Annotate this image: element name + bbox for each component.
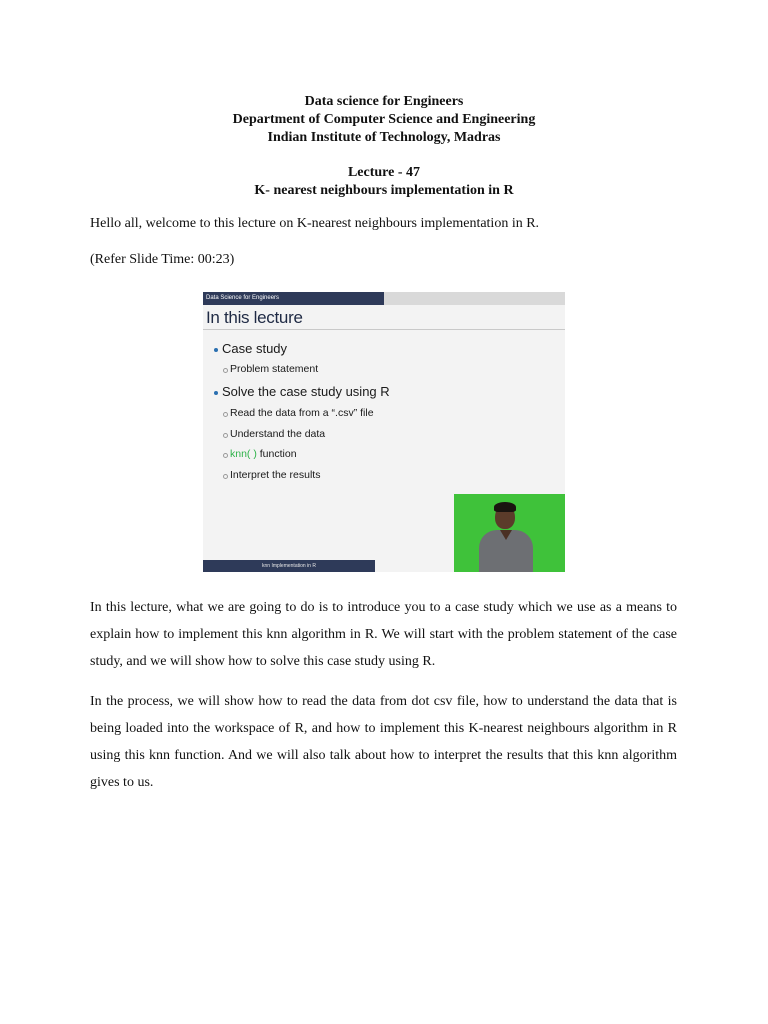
slide-item-problem-statement: Problem statement: [230, 363, 319, 375]
function-word: function: [259, 448, 297, 460]
slide-item-interpret-results: Interpret the results: [230, 469, 321, 481]
knn-code: knn( ): [230, 448, 257, 460]
department-name: Department of Computer Science and Engineering: [232, 112, 536, 127]
body-paragraph: In the process, we will show how to read the data from dot csv file, how to understand the data that is being loaded into the workspace of R, and how to implement this K-nearest neighbours algorithm in R using this knn function. And we will also talk about how to interpret the results that this knn algorithm gives to us.: [90, 694, 677, 790]
slide-item-solve-case-study: Solve the case study using R: [222, 384, 390, 399]
intro-paragraph: Hello all, welcome to this lecture on K-nearest neighbours implementation in R.: [90, 216, 540, 231]
bullet-ring-icon: [223, 453, 228, 458]
bullet-ring-icon: [223, 474, 228, 479]
lecture-title: K- nearest neighbours implementation in R: [254, 183, 514, 198]
slide-item-understand-data: Understand the data: [230, 428, 326, 440]
slide-footer: knn Implementation in R: [203, 560, 375, 572]
bullet-dot-icon: [214, 391, 218, 395]
body-paragraph: In this lecture, what we are going to do is to introduce you to a case study which we use as a means to explain how to implement this knn algorithm in R. We will start with the problem statement of the case study, and we will show how to solve this case study using R.: [90, 600, 677, 669]
bullet-ring-icon: [223, 368, 228, 373]
slide-item-knn-function: [230, 448, 297, 460]
slide-title: In this lecture: [206, 308, 303, 327]
document-header: [0, 93, 768, 147]
institute-name: Indian Institute of Technology, Madras: [267, 130, 501, 145]
presenter-hair: [494, 502, 516, 512]
course-title: Data science for Engineers: [304, 94, 464, 109]
slide-divider: [203, 329, 565, 330]
lecture-number: Lecture - 47: [347, 165, 421, 180]
slide-image: [203, 292, 565, 572]
bullet-ring-icon: [223, 412, 228, 417]
slide-item-read-data: Read the data from a “.csv” file: [230, 407, 374, 419]
slide-item-case-study: Case study: [222, 341, 288, 356]
refer-slide-time: (Refer Slide Time: 00:23): [90, 252, 235, 267]
slide-top-bar: [203, 292, 565, 305]
bullet-ring-icon: [223, 433, 228, 438]
bullet-dot-icon: [214, 348, 218, 352]
lecture-heading: [0, 164, 768, 200]
presenter-video: [454, 494, 565, 572]
slide-course-label: Data Science for Engineers: [203, 292, 384, 305]
